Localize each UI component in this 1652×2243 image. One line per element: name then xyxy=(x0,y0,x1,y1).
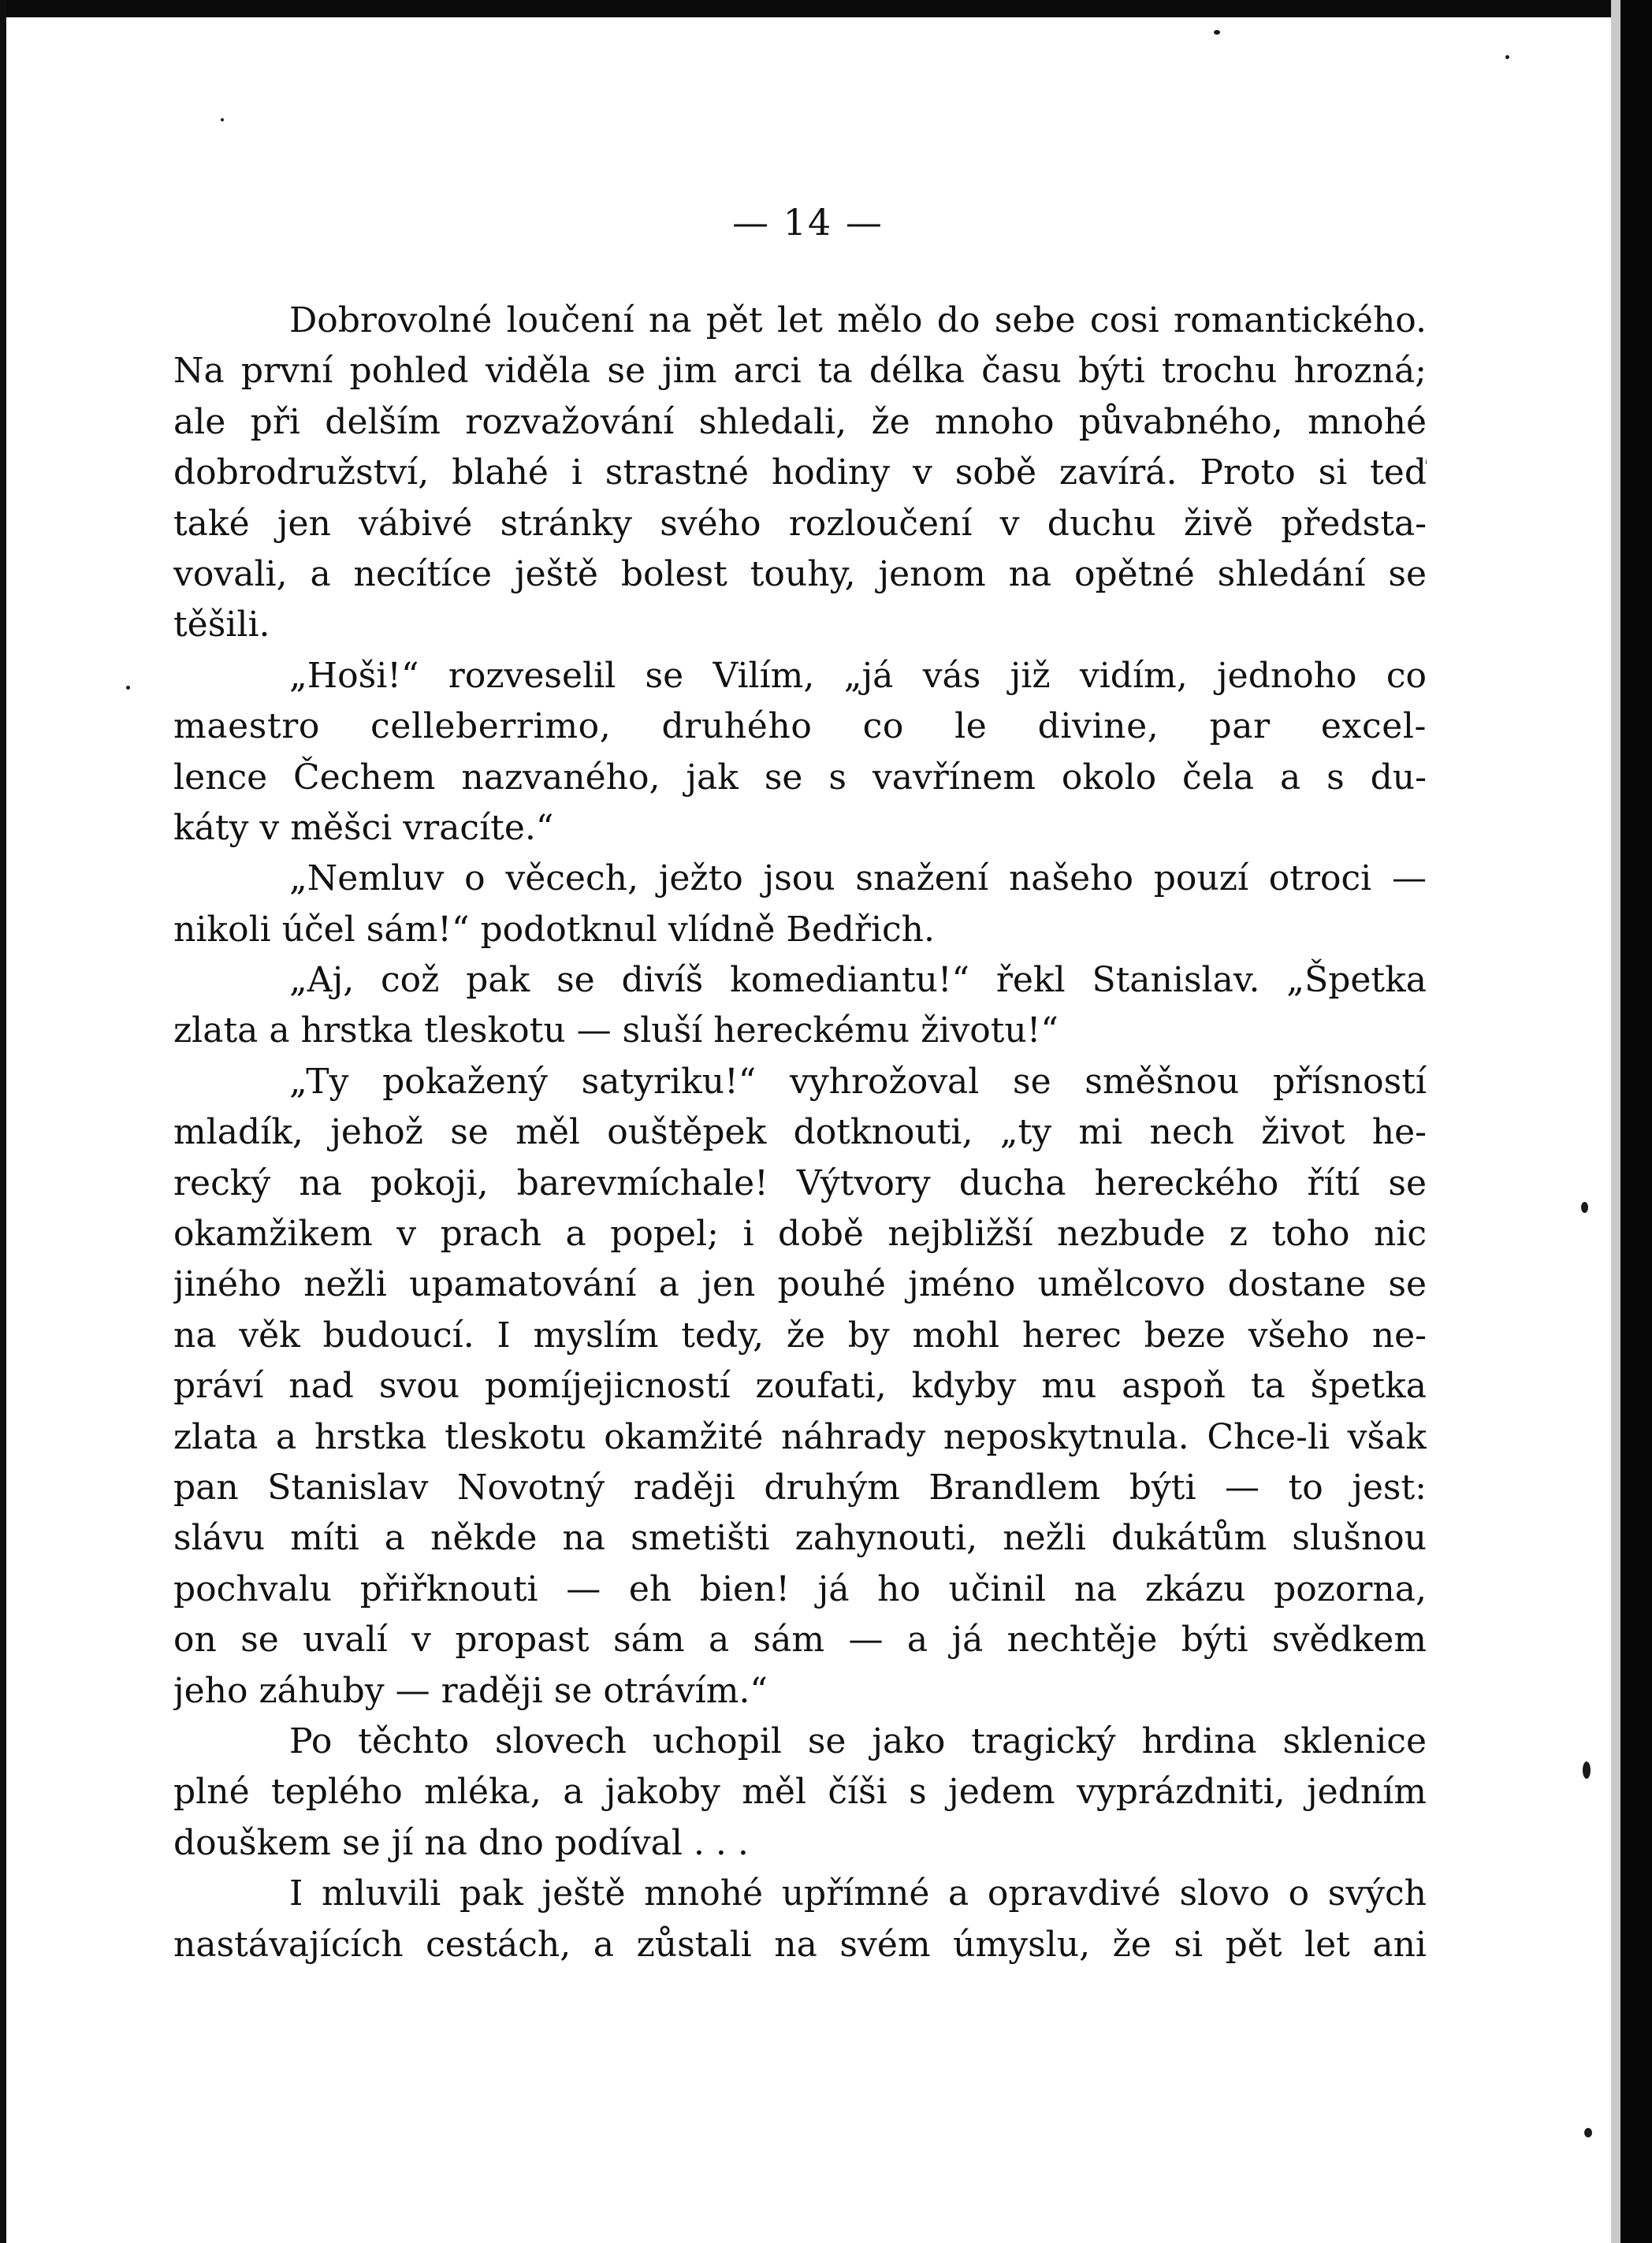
text-line: práví nad svou pomíjejicností zoufati, kdyby mu aspoň ta špetka xyxy=(173,1366,1427,1407)
scan-speck xyxy=(1581,1202,1588,1213)
page-number: — 14 — xyxy=(732,201,884,244)
text-line: na věk budoucí. I myslím tedy, že by mohl herec beze všeho ne- xyxy=(173,1315,1427,1356)
text-line: Dobrovolné loučení na pět let mělo do sebe cosi romantického. xyxy=(289,300,1427,340)
text-line: lence Čechem nazvaného, jak se s vavřínem okolo čela a s du- xyxy=(173,757,1427,798)
scan-speck xyxy=(1584,2128,1592,2137)
body-text xyxy=(173,296,1427,1970)
text-line: slávu míti a někde na smetišti zahynouti, nežli dukátům slušnou xyxy=(173,1518,1427,1559)
text-line: Na první pohled viděla se jim arci ta délka času býti trochu hrozná; xyxy=(173,351,1427,392)
text-line: pochvalu přiřknouti — eh bien! já ho učinil na zkázu pozorna, xyxy=(173,1568,1427,1609)
scan-border-right-shadow xyxy=(1611,0,1620,2243)
text-line: okamžikem v prach a popel; i době nejbližší nezbude z toho nic xyxy=(173,1214,1427,1255)
scan-speck xyxy=(221,118,224,121)
text-line: „Hoši!“ rozveselil se Vilím, „já vás již vidím, jednoho co xyxy=(289,655,1427,696)
scan-speck xyxy=(1214,30,1220,35)
text-line: „Nemluv o věcech, ježto jsou snažení našeho pouzí otroci — xyxy=(289,858,1427,899)
text-line: douškem se jí na dno podíval . . . xyxy=(173,1822,749,1863)
scan-speck xyxy=(1583,1761,1591,1779)
text-line: zlata a hrstka tleskotu okamžité náhrady neposkytnula. Chce-li však xyxy=(173,1416,1427,1457)
text-line: jiného nežli upamatování a jen pouhé jméno umělcovo dostane se xyxy=(173,1264,1427,1305)
text-line: nastávajících cestách, a zůstali na svém úmyslu, že si pět let ani xyxy=(173,1924,1427,1965)
text-line: recký na pokoji, barevmíchale! Výtvory ducha hereckého řítí se xyxy=(173,1162,1427,1203)
text-line: Po těchto slovech uchopil se jako tragický hrdina sklenice xyxy=(289,1720,1427,1761)
text-line: také jen vábivé stránky svého rozloučení v duchu živě předsta- xyxy=(173,503,1427,544)
text-line: mladík, jehož se měl ouštěpek dotknouti, „ty mi nech život he- xyxy=(173,1112,1427,1153)
scan-border-left xyxy=(0,0,6,2243)
scan-border-top xyxy=(0,0,1652,17)
text-line: jeho záhuby — raději se otrávím.“ xyxy=(173,1670,768,1711)
text-line: těšili. xyxy=(173,604,270,645)
text-line: on se uvalí v propast sám a sám — a já nechtěje býti svědkem xyxy=(173,1620,1427,1661)
scan-border-right xyxy=(1620,0,1652,2243)
text-line: nikoli účel sám!“ podotknul vlídně Bedřich. xyxy=(173,909,936,950)
text-line: I mluvili pak ještě mnohé upřímné a opravdivé slovo o svých xyxy=(289,1873,1427,1914)
text-line: vovali, a necítíce ještě bolest touhy, jenom na opětné shledání se xyxy=(173,553,1427,594)
text-line: maestro celleberrimo, druhého co le divine, par excel- xyxy=(173,706,1427,747)
text-line: káty v měšci vracíte.“ xyxy=(173,807,554,848)
text-line: plné teplého mléka, a jakoby měl číši s jedem vyprázdniti, jedním xyxy=(173,1772,1427,1813)
text-line: „Aj, což pak se divíš komediantu!“ řekl Stanislav. „Špetka xyxy=(289,960,1427,1001)
text-line: zlata a hrstka tleskotu — sluší hereckému životu!“ xyxy=(173,1010,1059,1051)
text-line: dobrodružství, blahé i strastné hodiny v sobě zavírá. Proto si teď xyxy=(173,452,1427,493)
scan-speck xyxy=(1505,55,1509,59)
text-line: pan Stanislav Novotný raději druhým Brandlem býti — to jest: xyxy=(173,1467,1427,1508)
text-line: „Ty pokažený satyriku!“ vyhrožoval se směšnou přísností xyxy=(289,1061,1427,1102)
scan-speck xyxy=(126,686,130,690)
text-line: ale při delším rozvažování shledali, že mnoho půvabného, mnohé xyxy=(173,401,1427,442)
